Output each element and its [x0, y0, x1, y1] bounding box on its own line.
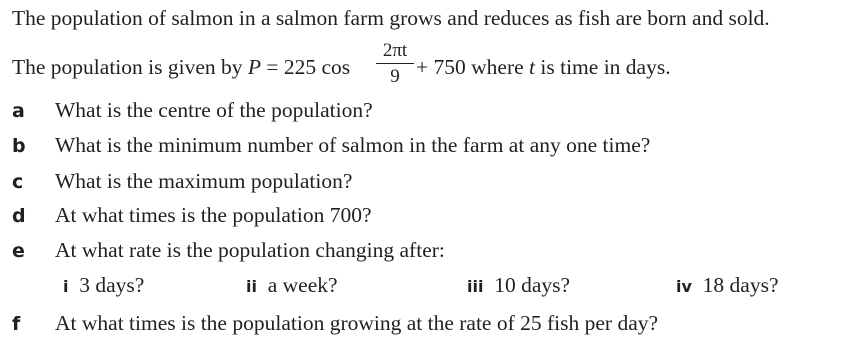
- subpart-iv: [676, 273, 779, 298]
- equation-part: = 225 cos: [261, 55, 351, 79]
- equation-tail: + 750 where: [416, 55, 530, 79]
- fraction-denominator: 9: [390, 66, 400, 87]
- intro-line-2: [12, 55, 350, 80]
- fraction: [376, 40, 414, 88]
- subpart-text-iv: 18 days?: [702, 273, 779, 297]
- intro-end: is time in days.: [535, 55, 671, 79]
- intro-line-2-tail: [416, 55, 671, 80]
- subpart-text-i: 3 days?: [79, 273, 145, 297]
- question-b: What is the minimum number of salmon in the farm at any one time?: [55, 133, 651, 157]
- subpart-text-iii: 10 days?: [494, 273, 571, 297]
- question-c: What is the maximum population?: [55, 169, 353, 193]
- subpart-ii: [246, 273, 338, 298]
- question-d: At what times is the population 700?: [55, 203, 372, 227]
- question-e: At what rate is the population changing after:: [55, 238, 445, 262]
- subpart-iii: [467, 273, 570, 298]
- subpart-label-iii: iii: [467, 277, 484, 296]
- question-label-e: e: [12, 240, 25, 262]
- question-label-d: d: [12, 205, 26, 227]
- fraction-numerator: 2πt: [382, 40, 408, 61]
- subpart-label-ii: ii: [246, 277, 257, 296]
- subpart-label-i: i: [63, 277, 69, 296]
- question-f: At what times is the population growing at the rate of 25 fish per day?: [55, 311, 659, 335]
- fraction-bar: [376, 63, 414, 64]
- question-label-c: c: [12, 171, 24, 193]
- variable-t: t: [529, 55, 536, 79]
- variable-p: P: [247, 55, 262, 79]
- question-label-f: f: [12, 313, 21, 335]
- subpart-label-iv: iv: [676, 277, 692, 296]
- question-label-a: a: [12, 100, 25, 122]
- question-a: What is the centre of the population?: [55, 98, 373, 122]
- intro-line-1: The population of salmon in a salmon farm grows and reduces as fish are born and sold.: [12, 6, 770, 30]
- subpart-text-ii: a week?: [267, 273, 338, 297]
- subpart-i: [63, 273, 144, 298]
- question-label-b: b: [12, 135, 26, 157]
- intro-text: The population is given by: [12, 55, 248, 79]
